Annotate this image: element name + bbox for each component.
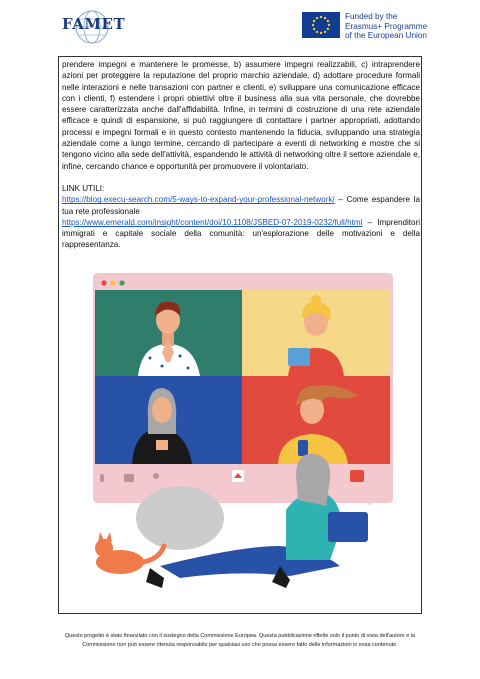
link-1-description: – Come espandere la tua rete professionale: [62, 195, 420, 216]
page-footer: [40, 632, 440, 649]
main-content: [62, 59, 420, 251]
link-2[interactable]: https://www.emerald.com/insight/content/doi/10.1108/JSBED-07-2019-0232/full/html: [62, 217, 363, 227]
body-paragraph: prendere impegni e mantenere le promesse, b) assumere impegni realizzabili, c) intraprendere azioni per proteggere la reputazione del proprio marchio aziendale, d) adottare procedure formali nelle interazioni e nelle transazioni con partner e clienti, e) sviluppare una comunicazione efficace con i clienti, f) estendere i propri obiettivi oltre il business alla sua vita personale, che dovrebbe essere caratterizzata anche dall'affidabilità. Infine, in termini di costruzione di una rete aziendale efficace e quindi di espansione, si può raggiungere di contattare i partner appropriati, adottando processi e impegni formali e in questo contesto mantenendo la fiducia, sviluppando una strategia aziendale come a lungo termine, cercando di partecipare a eventi di networking e mostre che si tengono vicino alla sede dell'attività, espandendo le attività di networking oltre il settore aziendale e, infine, cercando chance e opportunità per promuovere il volontariato.: [62, 60, 420, 171]
eu-funding-text: [345, 12, 427, 41]
logo-text: FAMET: [62, 15, 126, 33]
page-header: [0, 0, 480, 50]
links-heading: LINK UTILI:: [62, 183, 105, 193]
eu-line-1: Funded by the: [345, 12, 398, 21]
footer-line-2: Commissione non può essere ritenuta responsabile per qualsiasi uso che possa essere fatto delle informazioni in essa contenute.: [82, 641, 398, 648]
link-1[interactable]: https://blog.execu-search.com/5-ways-to-expand-your-professional-network/: [62, 195, 335, 205]
eu-line-2: Erasmus+ Programme: [345, 21, 428, 31]
footer-line-1: Questo progetto è stato finanziato con il sostegno della Commissione Europea. Questa pubblicazione riflette solo il punto di vista dell'autore e la: [64, 633, 416, 639]
eu-flag-icon: [302, 12, 340, 38]
video-call-illustration: [90, 270, 400, 595]
eu-line-3: of the European Union: [345, 31, 427, 41]
link-2-description: – Imprenditori immigrati e capitale sociale della comunità: un'esplorazione delle motivazioni e della rappresentanza.: [62, 217, 420, 250]
link-item-1: [62, 194, 420, 217]
link-item-2: [62, 217, 420, 251]
